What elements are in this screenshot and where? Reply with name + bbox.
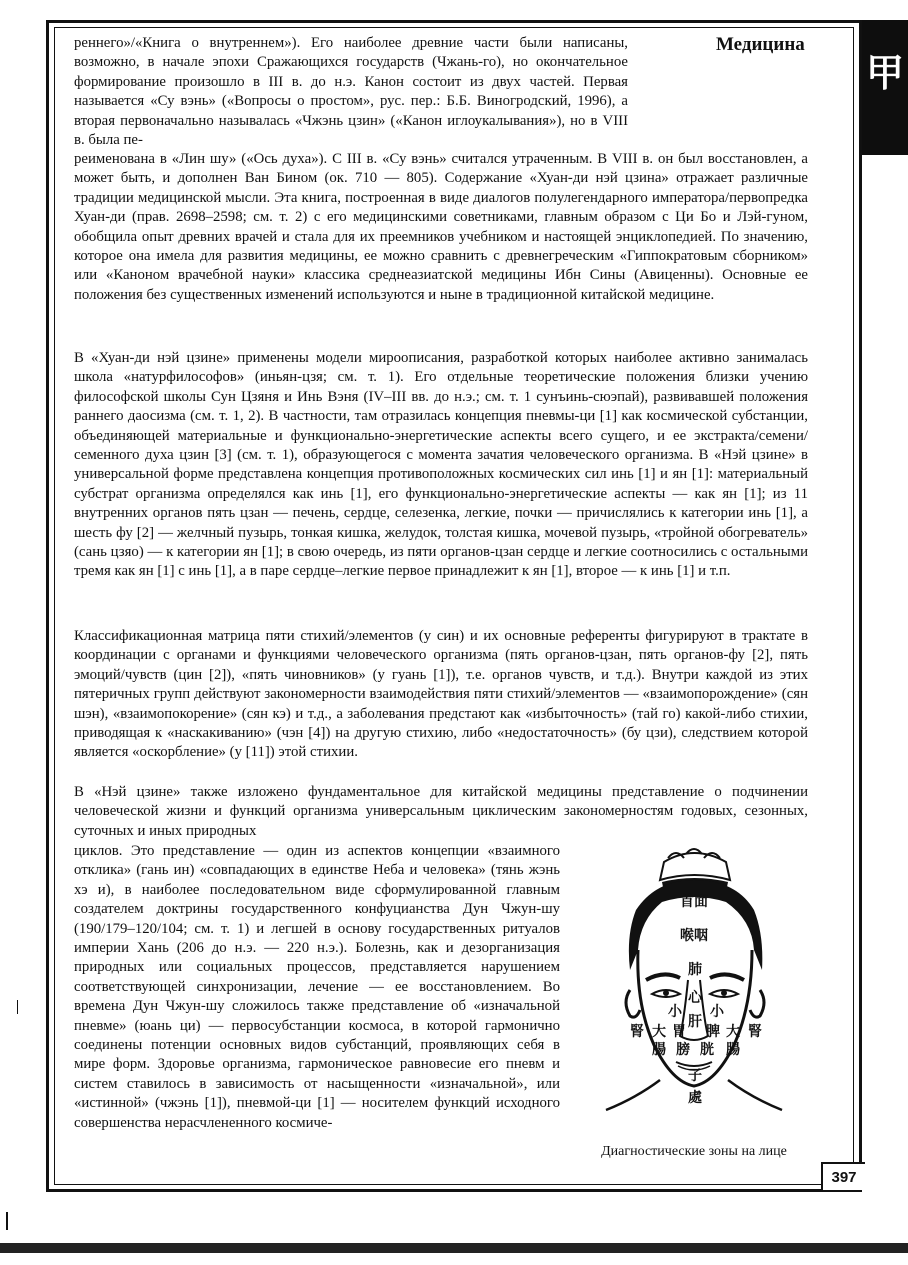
label-spleen: 脾 — [706, 1024, 720, 1040]
label-intestine-right: 腸 — [726, 1042, 740, 1058]
paragraph-1-continued: реименована в «Лин шу» («Ось духа»). С III в. «Су вэнь» считался утраченным. В VIII в. он был восстановлен, а может быть, и дополнен Ван Бином (ок. 710 — 805). Содержание «Хуан-ди нэй цзина» отражает различные традиции медицинской мысли. Эта книга, построенная в виде диалогов полулегендарного императора/первопредка Хуан-ди (прав. 2698–2598; см. т. 2) с его медицинскими советниками, главным образом с Ци Бо и Лэй-гуном, обобщила опыт древних врачей и стала для их преемников учебником и настоящей энциклопедией. По значению, которое она имела для развития медицины, ее можно сравнить с древнегреческим «Гиппократовым сборником» или «Каноном врачебной науки» классика среднеазиатской медицины Ибн Сины (Авиценны). Основные ее положения без существенных изменений используются и ныне в традиционной китайской медицине. — [74, 151, 808, 303]
label-large-right: 大 — [726, 1024, 740, 1040]
scan-bottom-edge — [0, 1243, 908, 1253]
label-heart: 心 — [688, 990, 702, 1006]
section-thumb-tab — [862, 20, 908, 155]
paragraph-4: В «Нэй цзине» также изложено фундаментальное для китайской медицины представление о подчинении человеческой жизни и функций организма универсальным циклическим закономерностям годовых, сезонных, суточных и иных природных — [74, 784, 808, 839]
label-place: 處 — [688, 1090, 702, 1106]
paragraph-2: В «Хуан-ди нэй цзине» применены модели мироописания, разработкой которых наиболее активно занималась школа «натурфилософов» (иньян-цзя; см. т. 1). Его отдельные теоретические положения близки учению философской школы Сун Цзяня и Инь Вэня (IV–III вв. до н.э.; см. т. 1 сунъинь-сюэпай), развивавшей положения раннего даосизма (см. т. 1, 2). В частности, там отразилась концепция пневмы-ци [1] как космической субстанции, объединяющей материальные и функционально-энергетические аспекты всего сущего, и ее экстракта/семени/семенного духа цзин [3] (см. т. 1), образующегося с момента зачатия человеческого организма. В «Нэй цзине» в универсальной форме представлена концепция противоположных космических сил инь [1] и ян [1]: материальный субстрат организма определялся как инь [1], его функционально-энергетические аспекты — как ян [1]; из 11 внутренних органов пять цзан — печень, сердце, селезенка, легкие, почки — причислялись к категории инь [1], а шесть фу [2] — желчный пузырь, тонкая кишка, желудок, толстая кишка, мочевой пузырь, «тройной обогреватель» (сань цзяо) — к категории ян [1]; в свою очередь, из пяти органов-цзан сердце и легкие соотносились с остальными тремя как ян [1] с инь [1], а в паре сердце–легкие первое принадлежит к ян [1], второе — к инь [1] и т.п. — [74, 350, 808, 580]
scan-margin-mark — [6, 1212, 8, 1230]
figure-caption: Диагностические зоны на лице — [601, 1144, 787, 1159]
label-large-left: 大 — [652, 1024, 666, 1040]
label-kidney-right: 腎 — [748, 1024, 762, 1040]
label-intestine-left: 腸 — [652, 1042, 666, 1058]
paragraph-5: циклов. Это представление — один из аспектов концепции «взаимного отклика» (гань ин) «совпадающих в единстве Неба и человека» (тянь жэнь хэ и), в наиболее последовательном виде сформулированной главным создателем доктрины государственного конфуцианства Дун Чжун-шу (190/179–120/104; см. т. 1) и легшей в основу государственных ритуалов империи Хань (206 до н.э. — 220 н.э.). Болезнь, как и дезорганизация природных или социальных процессов, представляется нарушением соответствующей синхронизации, лечение — ее восстановлением. Во времена Дун Чжун-шу сложилось также представление об «изначальной пневме» (юань ци) — первосубстанции космоса, в которой гармонично соединены потенции основных видов субстанций, проявляющих себя в мире форм. Здоровье организма, гармоническое равновесие его пневм и систем ставилось в зависимость от насыщенности «изначальной», или «истинной» (чжэнь [1]), пневмой-ци [1] — носителем функций исходного совершенства нерасчлененного космиче- — [74, 843, 560, 1131]
label-liver: 肝 — [688, 1014, 702, 1030]
label-lungs: 肺 — [688, 962, 702, 978]
face-diagram-illustration — [576, 840, 812, 1140]
label-bladder-2: 胱 — [700, 1042, 714, 1058]
label-small-left: 小 — [668, 1004, 682, 1020]
label-face-head: 首面 — [680, 894, 708, 910]
label-stomach: 胃 — [672, 1024, 686, 1040]
thumb-glyph: 甲 — [865, 51, 904, 95]
face-diagram-figure — [576, 840, 812, 1140]
label-child: 子 — [688, 1068, 702, 1084]
paragraph-3: Классификационная матрица пяти стихий/элементов (у син) и их основные референты фигурируют в трактате в координации с органами и функциями человеческого организма (пять органов-цзан, пять органов-фу [2], пять эмоций/чувств (цин [2]), «пять чиновников» (у гуань [1]), т.е. органов чувств, и т.д.). Внутри каждой из этих пятеричных групп действуют закономерности взаимодействия пяти стихий/элементов — «взаимопорождение» (сян шэн), «взаимопокорение» (сян кэ) и т.д., а заболевания предстают как «избыточность» (тай го) какой-либо стихии, приводящая к «наскакиванию» (чэн [4]) на другую стихию, либо «недостаточность» (бу цзи), следствием которой является «оскорбление» (у [11]) этой стихии. — [74, 628, 808, 761]
label-throat: 喉咽 — [680, 928, 708, 944]
page-number-box — [821, 1162, 865, 1190]
label-small-right: 小 — [710, 1004, 724, 1020]
paragraph-1: реннего»/«Книга о внутреннем»). Его наиболее древние части были написаны, возможно, в начале эпохи Сражающихся государств (Чжань-го), но окончательное формирование произошло в III в. до н.э. Канон состоит из двух частей. Первая называется «Су вэнь» («Вопросы о простом», рус. пер.: Б.Б. Виногродский, 1996), а вторая первоначально называлась «Чжэнь цзин» («Канон иглоукалывания»), но в VIII в. была пе- — [74, 35, 628, 149]
label-kidney-left: 腎 — [630, 1024, 644, 1040]
section-title: Медицина — [716, 34, 805, 55]
page-number: 397 — [831, 1168, 857, 1186]
label-bladder-1: 膀 — [676, 1042, 690, 1058]
scan-margin-mark — [17, 1000, 18, 1014]
